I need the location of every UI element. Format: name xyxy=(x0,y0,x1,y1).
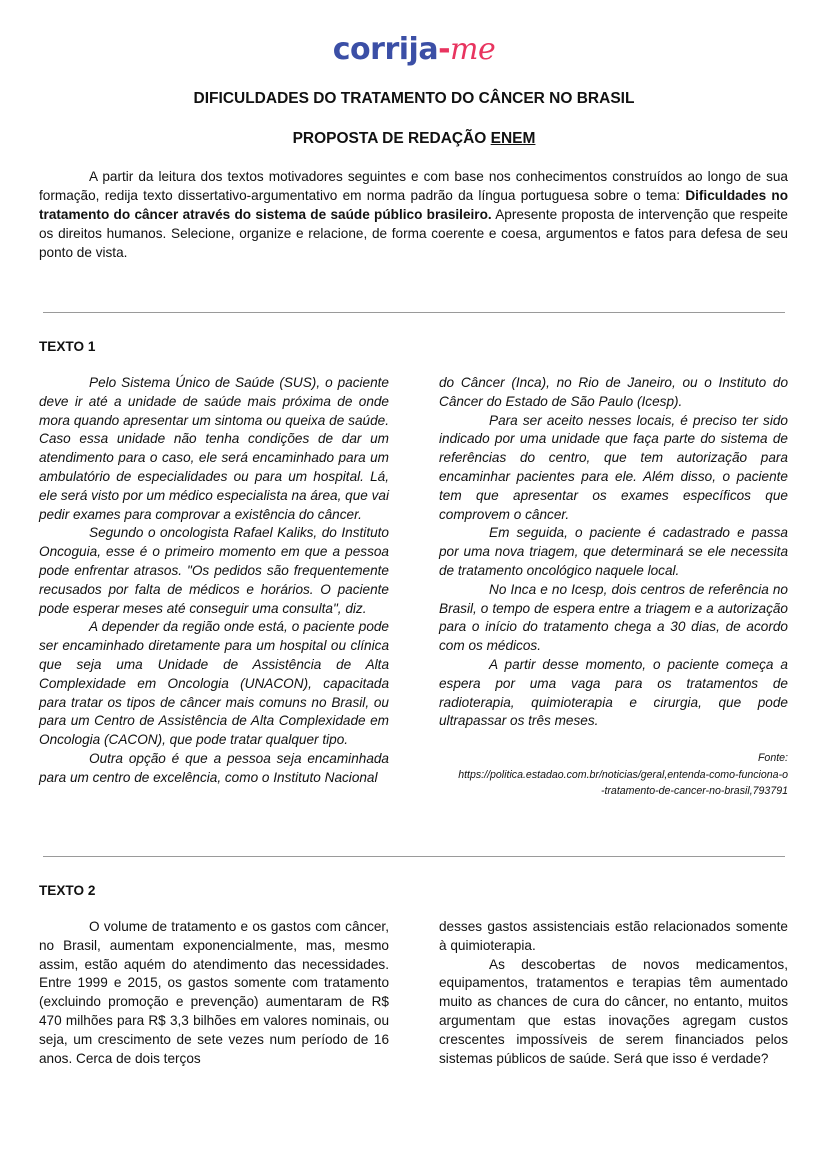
texto2-column-right xyxy=(439,918,788,1068)
logo-part1: corrija xyxy=(332,32,439,67)
texto2-paragraph-1: O volume de tratamento e os gastos com câncer, no Brasil, aumentam exponencialmente, mas, mesmo assim, estão aquém do atendimento das necessidades. Entre 1999 e 2015, os gastos somente com tratamento (excluindo promoção e prevenção) aumentaram de R$ 470 milhões para R$ 3,3 bilhões em valores nominais, ou seja, um crescimento de sete vezes num período de 16 anos. Cerca de dois terços xyxy=(39,919,389,1066)
texto1-paragraph-3: A depender da região onde está, o paciente pode ser encaminhado diretamente para um hospital ou clínica que seja uma Unidade de Assistência de Alta Complexidade em Oncologia (UNACON), capacitada para tratar os tipos de câncer mais comuns no Brasil, ou para um Centro de Assistência de Alta Complexidade em Oncologia (CACON), que pode tratar qualquer tipo. xyxy=(39,619,389,748)
texto1-paragraph-6: Em seguida, o paciente é cadastrado e passa por uma nova triagem, que determinará se ele necessita de tratamento oncológico naquele local. xyxy=(439,525,788,578)
texto1-column-left xyxy=(39,374,389,788)
subtitle-prefix: PROPOSTA DE REDAÇÃO xyxy=(292,130,491,147)
texto1-paragraph-7: No Inca e no Icesp, dois centros de referência no Brasil, o tempo de espera entre a triagem e a autorização para o início do tratamento chega a 30 dias, de acordo com os médicos. xyxy=(439,581,788,654)
source-label: Fonte: xyxy=(757,752,788,764)
texto1-paragraph-4: Outra opção é que a pessoa seja encaminhada para um centro de excelência, como o Instituto Nacional xyxy=(39,750,389,785)
subtitle-enem: ENEM xyxy=(490,130,536,147)
divider-1 xyxy=(43,312,785,313)
page-title: DIFICULDADES DO TRATAMENTO DO CÂNCER NO BRASIL xyxy=(193,90,635,107)
texto1-heading: TEXTO 1 xyxy=(39,339,96,354)
intro-theme: Dificuldades no tratamento do câncer através do sistema de saúde público brasileiro. xyxy=(39,188,788,222)
brand-logo xyxy=(0,30,828,70)
texto2-column-left xyxy=(39,918,389,1068)
texto1-paragraph-2: Segundo o oncologista Rafael Kaliks, do Instituto Oncoguia, esse é o primeiro momento em que a pessoa pode enfrentar atrasos. "Os pedidos são frequentemente recusados por falta de médicos e horários. O paciente pode esperar meses até conseguir uma consulta", diz. xyxy=(39,525,389,616)
texto1-paragraph-1: Pelo Sistema Único de Saúde (SUS), o paciente deve ir até a unidade de saúde mais próxima de onde mora quando apresentar um sintoma ou queixa de saúde. Caso essa unidade não tenha condições de dar um atendimento para o caso, ele será encaminhado para um ambulatório de especialidades ou para um hospital. Lá, ele será visto por um médico especialista na área, que vai pedir exames para comprovar a existência do câncer. xyxy=(39,375,389,522)
texto1-paragraph-4-cont: do Câncer (Inca), no Rio de Janeiro, ou o Instituto do Câncer do Estado de São Paulo (Icesp). xyxy=(439,375,788,409)
texto1-source xyxy=(420,750,788,800)
source-url-line2[interactable]: -tratamento-de-cancer-no-brasil,793791 xyxy=(600,785,788,797)
source-url-line1[interactable]: https://politica.estadao.com.br/noticias/geral,entenda-como-funciona-o xyxy=(458,768,788,781)
texto2-heading: TEXTO 2 xyxy=(39,883,96,898)
texto1-column-right xyxy=(439,374,788,731)
logo-part2: me xyxy=(450,32,496,67)
intro-part2: Apresente proposta de intervenção que respeite os direitos humanos. Selecione, organize e relacione, de forma coerente e coesa, argumentos e fatos para defesa de seu ponto de vista. xyxy=(39,207,788,260)
intro-paragraph xyxy=(39,167,788,262)
texto1-paragraph-8: A partir desse momento, o paciente começa a espera por uma vaga para os tratamentos de radioterapia, quimioterapia e cirurgia, que pode ultrapassar os três meses. xyxy=(439,656,788,729)
intro-part1: A partir da leitura dos textos motivadores seguintes e com base nos conhecimentos construídos ao longo de sua formação, redija texto dissertativo-argumentativo em norma padrão da língua portuguesa sobre o tema: xyxy=(39,169,788,203)
texto2-paragraph-1-cont: desses gastos assistenciais estão relacionados somente à quimioterapia. xyxy=(439,919,788,953)
page-subtitle xyxy=(0,130,828,148)
divider-2 xyxy=(43,856,785,857)
logo-dash: - xyxy=(438,32,451,67)
texto2-paragraph-2: As descobertas de novos medicamentos, equipamentos, tratamentos e terapias têm aumentado muito as chances de cura do câncer, no entanto, muitos argumentam que estas inovações agregam custos crescentes impossíveis de serem financiados pelos sistemas públicos de saúde. Será que isso é verdade? xyxy=(439,956,788,1066)
texto1-paragraph-5: Para ser aceito nesses locais, é preciso ter sido indicado por uma unidade que faça parte do sistema de referências do centro, que tem autorização para encaminhar pacientes para ele. Além disso, o paciente tem que apresentar os exames específicos que comprovem o câncer. xyxy=(439,412,788,522)
